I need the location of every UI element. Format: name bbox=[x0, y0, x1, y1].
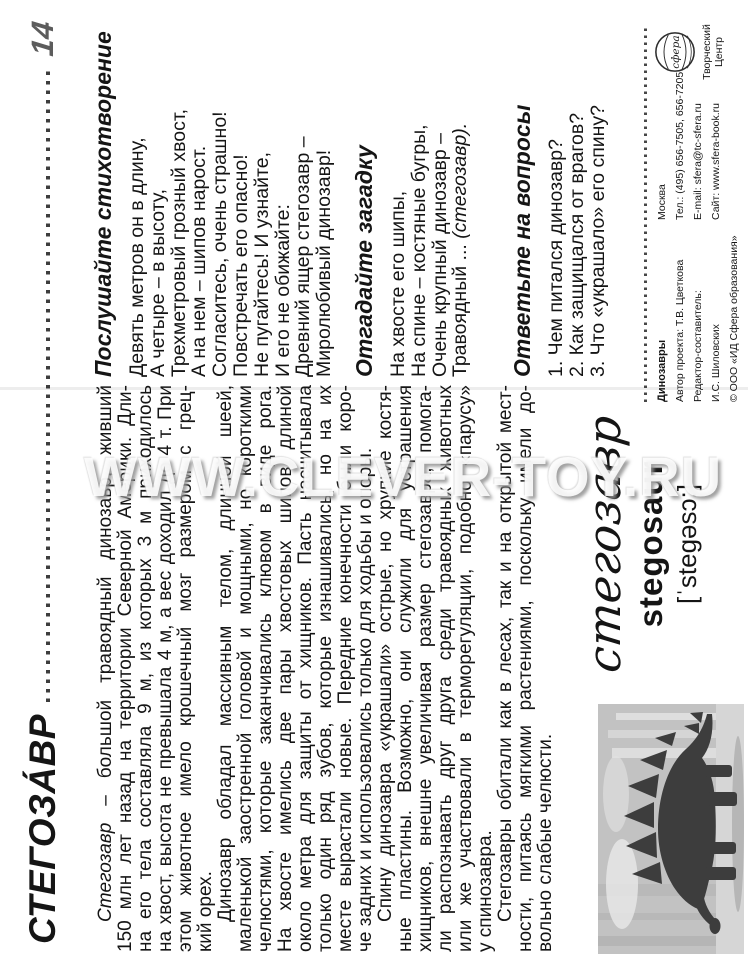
article-text bbox=[96, 385, 556, 952]
page-number: 14 bbox=[25, 20, 60, 59]
text-line: только один ряд зубов, которые изнашивались, но на их bbox=[315, 385, 336, 952]
text-line: у спинозавра. bbox=[475, 830, 496, 952]
text-line: на хвост, высота не превышала 4 м, а вес доходил до 4 т. При bbox=[155, 385, 176, 952]
logo-brand-line1: Творческий bbox=[701, 24, 713, 80]
text-line: Стегозавры обитали как в лесах, так и на открытой мест- bbox=[495, 385, 516, 922]
imprint-block bbox=[653, 22, 743, 402]
text-line: E-mail: sfera@tc-sfera.ru bbox=[692, 103, 704, 220]
stegosaurus-photo-image bbox=[598, 704, 744, 954]
logo-brand-line2: Центр bbox=[712, 36, 725, 68]
text-line: © ООО «ИД Сфера образования» bbox=[728, 235, 740, 402]
imprint-series-title: Динозавры bbox=[656, 339, 668, 402]
text-line: И его не обижайте: bbox=[271, 204, 294, 377]
text-line: На хвосте его шипы, bbox=[386, 190, 409, 377]
imprint-divider-dots bbox=[644, 28, 647, 402]
text-line: ности, питаясь мягкими растениями, поскольку имели до- bbox=[515, 385, 536, 952]
dot-leader bbox=[46, 66, 50, 702]
sfera-logo-icon bbox=[653, 30, 697, 74]
text-line: ли распознавать друг друга среди травоядных животных bbox=[435, 385, 456, 952]
text-line: Очень крупный динозавр – bbox=[428, 133, 451, 377]
text-line: Спину динозавра «украшали» острые, но хрупкие костя- bbox=[375, 385, 396, 922]
riddle-heading: Отгадайте загадку bbox=[350, 145, 377, 377]
word-english: stegosaur bbox=[632, 460, 669, 628]
text-line: Сайт: www.sfera-book.ru bbox=[710, 103, 722, 220]
text-line: А четыре – в высоту, bbox=[146, 188, 169, 377]
text-line: 2. Как защищался от врагов? bbox=[565, 112, 588, 377]
question-list bbox=[546, 53, 608, 377]
text-line: около метра для защиты от хищников. Пасть насчитывала bbox=[295, 385, 316, 952]
page-header bbox=[22, 22, 64, 944]
text-line: Не пугайтесь! И узнайте, bbox=[250, 152, 273, 377]
article-paragraph bbox=[496, 385, 556, 952]
word-transcription: [ˈstegəsɔ:] bbox=[672, 484, 702, 604]
article-paragraph bbox=[216, 385, 376, 952]
text-line: Редактор-составитель: bbox=[692, 290, 704, 402]
riddle-lines bbox=[388, 53, 471, 377]
text-line: Девять метров он в длину, bbox=[126, 137, 148, 377]
sfera-logo-word: сфера bbox=[669, 35, 682, 69]
word-block bbox=[576, 384, 702, 704]
poem-heading: Послушайте стихотворение bbox=[90, 31, 116, 377]
text-line: или же участвовали в терморегуляции, подобно «парусу» bbox=[455, 385, 476, 952]
text-line: 1. Чем питался динозавр? bbox=[545, 139, 568, 377]
activities-column bbox=[90, 31, 609, 377]
imprint-credits bbox=[653, 220, 743, 402]
text-line: На спине – костяные бугры, bbox=[407, 124, 430, 377]
text-line: Миролюбивый динозавр! bbox=[313, 149, 336, 377]
text-line: месте вырастали новые. Передние конечности были коро- bbox=[335, 385, 356, 952]
text-line: Динозавр обладал массивным телом, длинной шеей, bbox=[215, 385, 236, 922]
page-title: СТЕГОЗА́ВР bbox=[22, 714, 63, 944]
publisher-logo bbox=[653, 22, 743, 82]
text-line: Москва bbox=[656, 184, 668, 220]
text-line: Тел.: (495) 656-7505, 656-7205 bbox=[674, 71, 686, 220]
text-line: хищников, внешне увеличивая размер стегозавра, помога- bbox=[415, 385, 436, 952]
text-line: Стегозавр – большой травоядный динозавр, живший bbox=[95, 385, 116, 922]
questions-heading: Ответьте на вопросы bbox=[509, 104, 536, 377]
text-line: Автор проекта: Т.В. Цветкова bbox=[674, 259, 686, 402]
text-line: вольно слабые челюсти. bbox=[535, 733, 556, 952]
text-line: кий орех. bbox=[195, 871, 216, 952]
stegosaurus-photo bbox=[598, 704, 744, 954]
article-paragraph bbox=[376, 385, 496, 952]
poem-lines bbox=[127, 53, 335, 377]
text-line: 150 млн лет назад на территории Северной Америки. Дли- bbox=[115, 385, 136, 952]
article-paragraph bbox=[96, 385, 216, 952]
word-cursive-russian: стегозавр bbox=[577, 413, 631, 675]
text-line: Древний ящер стегозавр – bbox=[292, 136, 315, 377]
text-line: маленькой заостренной головой и мощными, но короткими bbox=[235, 385, 256, 952]
text-line: этом животное имело крошечный мозг размером с грец- bbox=[175, 385, 196, 952]
text-line: че задних и использовались только для ходьбы и опоры. bbox=[355, 447, 376, 952]
text-line: 3. Что «украшало» его спину? bbox=[586, 104, 609, 377]
text-line: На хвосте имелись две пары хвостовых шипов длиной bbox=[275, 385, 296, 952]
text-line: Повстречать его опасно! bbox=[229, 154, 252, 377]
text-line: ные пластины. Возможно, они служили для устрашения bbox=[395, 385, 416, 952]
imprint-contacts bbox=[653, 71, 743, 220]
watermark: WWW.CLEVER-TOY.RU bbox=[84, 445, 723, 508]
text-line: Согласитесь, очень страшно! bbox=[209, 111, 232, 377]
text-line: И.С. Шиловских bbox=[710, 324, 722, 402]
text-line: Травоядный ... (стегозавр). bbox=[449, 122, 472, 377]
imprint-credit-lines bbox=[671, 220, 743, 402]
text-line: челюстями, которые заканчивались клювом в виде рога. bbox=[255, 385, 276, 952]
text-line: А на нем – шипов нарост. bbox=[188, 145, 211, 377]
text-line: на его тела составляла 9 м, из которых 3 м приходилось bbox=[135, 385, 156, 952]
text-line: Трехметровый грозный хвост, bbox=[167, 108, 190, 377]
